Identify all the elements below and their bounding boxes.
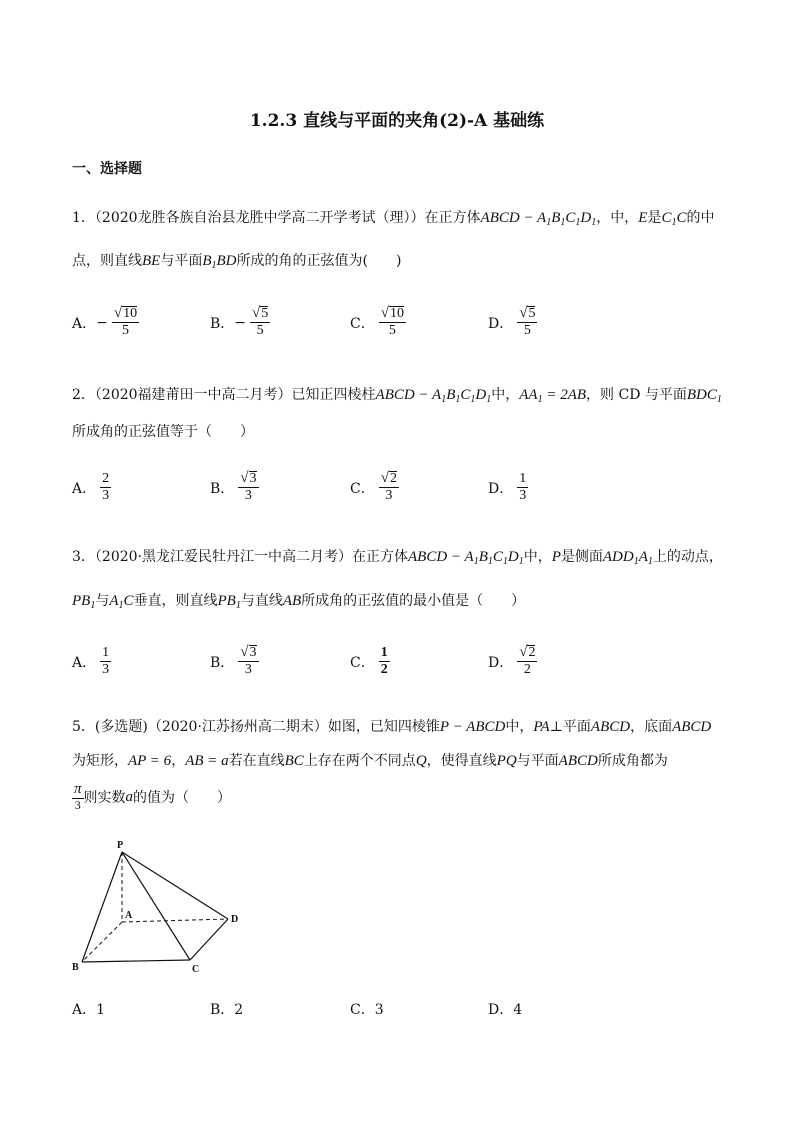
edge-pc <box>122 852 190 960</box>
q2-option-a[interactable]: A． $\frac{2}{3}$ <box>72 471 110 504</box>
q3-option-d[interactable]: D． √ 2 2 <box>488 644 536 678</box>
q5-option-d[interactable]: D．4 <box>488 1002 523 1018</box>
edge-bc <box>82 960 190 962</box>
q5-option-a[interactable]: A．1 <box>72 1002 106 1018</box>
q2-option-d[interactable]: D． $\frac{1}{3}$ <box>488 471 527 504</box>
q3-line1: 3．（2020·黑龙江爱民牡丹江一中高二月考）在正方体ABCD − $A_1B_1C_1D_1$中，P是侧面$ADD_1A_1$上的动点， <box>72 549 723 567</box>
q1-line2: 点，则直线BE与平面$B_1BD$所成的角的正弦值为( ) <box>72 253 402 271</box>
label-a: A <box>125 910 133 921</box>
q2-line1: 2．（2020福建莆田一中高二月考）已知正四棱柱ABCD − $A_1B_1C_1D_1$中，$AA_1 = 2AB$，则 CD 与平面$BDC_1$ <box>72 387 722 405</box>
q5-option-c[interactable]: C．3 <box>350 1002 384 1018</box>
q5-line2: 为矩形，AP = 6，AB = a若在直线BC上存在两个不同点Q，使得直线PQ与平面ABCD所成角都为 <box>72 753 668 769</box>
pyramid-figure <box>70 840 260 975</box>
q1-option-b[interactable]: B． − √ 5 5 <box>210 305 269 339</box>
q2-option-c[interactable]: C． √ 2 3 <box>350 470 397 504</box>
q5-option-b[interactable]: B．2 <box>210 1002 244 1018</box>
q3-line2: $PB_1$与$A_1C$垂直，则直线$PB_1$与直线AB所成角的正弦值的最小值是（ ） <box>72 593 526 611</box>
label-p: P <box>117 840 124 851</box>
q3-option-c[interactable]: C． $\frac{1}{2}$ <box>350 645 388 678</box>
label-d: D <box>231 914 239 925</box>
label-b: B <box>72 962 79 973</box>
edge-ab <box>82 922 122 962</box>
q1-option-a[interactable]: A． − √ 10 5 <box>72 305 138 339</box>
label-c: C <box>192 964 200 975</box>
q3-option-b[interactable]: B． √ 3 3 <box>210 644 257 678</box>
q1-option-c[interactable]: C． √ 10 5 <box>350 305 404 339</box>
q3-option-a[interactable]: A． $\frac{1}{3}$ <box>72 645 110 678</box>
edge-ad <box>122 919 228 922</box>
q5-line3: $\frac{\pi}{3}$ 则实数 a 的值为（ ） <box>74 781 232 813</box>
q5-line1: 5．(多选题)（2020·江苏扬州高二期末）如图，已知四棱锥P − ABCD中，PA⊥平面ABCD，底面ABCD <box>72 719 712 735</box>
edge-pd <box>122 852 228 919</box>
section-heading: 一、选择题 <box>72 161 142 177</box>
q1-option-d[interactable]: D． √ 5 5 <box>488 305 536 339</box>
q2-line2: 所成角的正弦值等于（ ） <box>72 424 254 440</box>
page-title: 1.2.3 直线与平面的夹角(2)-A 基础练 <box>249 111 545 131</box>
edge-cd <box>190 919 228 960</box>
q2-option-b[interactable]: B． √ 3 3 <box>210 470 257 504</box>
edge-pb <box>82 852 122 962</box>
q1-line1: 1．（2020龙胜各族自治县龙胜中学高二开学考试（理））在正方体ABCD − $A_1B_1C_1D_1$，中，E是$C_1C$的中 <box>72 210 715 228</box>
